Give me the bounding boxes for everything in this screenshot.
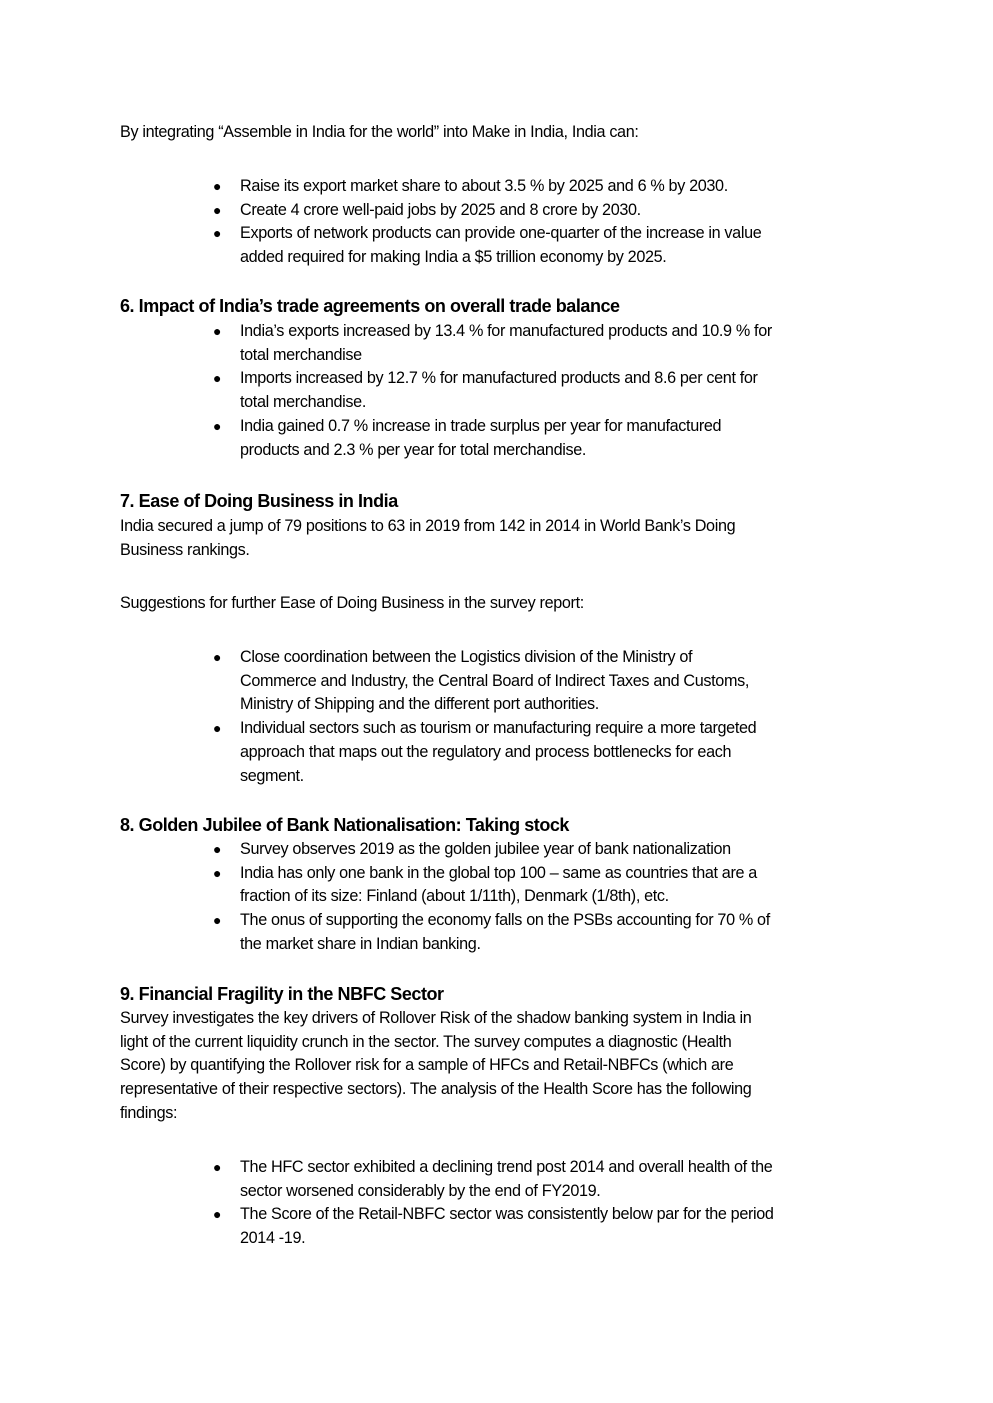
list-item (0, 199, 880, 223)
list-item-text: Survey observes 2019 as the golden jubilee year of bank nationalization (240, 840, 731, 858)
list-item-text: added required for making India a $5 trillion economy by 2025. (240, 248, 667, 267)
list-item-text: Raise its export market share to about 3.5 % by 2025 and 6 % by 2030. (240, 177, 728, 195)
section-9-bullet-list (0, 1156, 880, 1251)
list-item-text: Close coordination between the Logistics division of the Ministry of (240, 648, 693, 666)
list-item (0, 320, 880, 367)
list-item-text: total merchandise. (240, 393, 366, 412)
section-7-heading: 7. Ease of Doing Business in India (120, 491, 398, 511)
bullet-icon: ● (212, 323, 222, 339)
bullet-icon: ● (212, 417, 222, 434)
list-item (0, 367, 880, 414)
paragraph-line: India secured a jump of 79 positions to 63 in 2019 from 142 in 2014 in World Bank’s Doing (120, 517, 736, 535)
paragraph-line: light of the current liquidity crunch in the sector. The survey computes a diagnostic (Health (120, 1032, 732, 1051)
intro-bullet-list (0, 175, 880, 270)
intro-paragraph (120, 121, 880, 145)
section-9-heading: 9. Financial Fragility in the NBFC Sector (120, 984, 444, 1004)
list-item-text: Ministry of Shipping and the different port authorities. (240, 695, 599, 714)
list-item (0, 909, 880, 956)
list-item-text: Exports of network products can provide one-quarter of the increase in value (240, 224, 762, 243)
suggestions-intro: Suggestions for further Ease of Doing Business in the survey report: (120, 594, 584, 612)
bullet-icon: ● (212, 370, 222, 387)
list-item-text: products and 2.3 % per year for total merchandise. (240, 440, 587, 459)
list-item (0, 1203, 880, 1250)
list-item-text: The Score of the Retail-NBFC sector was consistently below par for the period (240, 1205, 774, 1224)
list-item-text: Create 4 crore well-paid jobs by 2025 and 8 crore by 2030. (240, 200, 641, 219)
bullet-icon: ● (212, 912, 222, 929)
section-6-bullet-list (0, 320, 880, 462)
list-item-text: India gained 0.7 % increase in trade surplus per year for manufactured (240, 416, 722, 435)
list-item (0, 838, 880, 862)
bullet-icon: ● (212, 1159, 222, 1175)
bullet-icon: ● (212, 841, 222, 857)
list-item-text: total merchandise (240, 345, 362, 364)
list-item (0, 862, 880, 909)
list-item-text: India has only one bank in the global top 100 – same as countries that are a (240, 863, 757, 882)
bullet-icon: ● (212, 178, 222, 194)
list-item (0, 175, 880, 199)
paragraph-line: Survey investigates the key drivers of Rollover Risk of the shadow banking system in India in (120, 1009, 752, 1027)
list-item-text: the market share in Indian banking. (240, 934, 481, 953)
bullet-icon: ● (212, 1206, 222, 1223)
list-item-text: Imports increased by 12.7 % for manufactured products and 8.6 per cent for (240, 369, 758, 388)
list-item-text: sector worsened considerably by the end of FY2019. (240, 1181, 601, 1200)
list-item (0, 222, 880, 269)
list-item-text: Commerce and Industry, the Central Board of Indirect Taxes and Customs, (240, 671, 749, 690)
section-8-bullet-list (0, 838, 880, 957)
list-item-text: Individual sectors such as tourism or manufacturing require a more targeted (240, 719, 757, 738)
bullet-icon: ● (212, 649, 222, 665)
list-item-text: 2014 -19. (240, 1229, 306, 1248)
section-7-bullet-list (0, 646, 880, 788)
section-6-heading: 6. Impact of India’s trade agreements on overall trade balance (120, 296, 620, 316)
bullet-icon: ● (212, 864, 222, 881)
paragraph-line: Score) by quantifying the Rollover risk for a sample of HFCs and Retail-NBFCs (which are (120, 1056, 734, 1075)
section-7-paragraph (120, 515, 880, 562)
list-item (0, 415, 880, 462)
bullet-icon: ● (212, 720, 222, 737)
section-8-heading: 8. Golden Jubilee of Bank Nationalisation: Taking stock (120, 815, 569, 835)
list-item (0, 646, 880, 717)
paragraph-line: findings: (120, 1103, 178, 1122)
bullet-icon: ● (212, 201, 222, 218)
paragraph-line: Business rankings. (120, 540, 250, 559)
list-item-text: segment. (240, 766, 304, 785)
bullet-icon: ● (212, 225, 222, 242)
list-item-text: approach that maps out the regulatory and process bottlenecks for each (240, 742, 732, 761)
paragraph-line: representative of their respective sectors). The analysis of the Health Score has the following (120, 1080, 752, 1099)
list-item-text: India’s exports increased by 13.4 % for manufactured products and 10.9 % for (240, 322, 772, 340)
list-item-text: fraction of its size: Finland (about 1/11th), Denmark (1/8th), etc. (240, 887, 669, 906)
list-item-text: The onus of supporting the economy falls on the PSBs accounting for 70 % of (240, 911, 770, 930)
intro-text: By integrating “Assemble in India for the world” into Make in India, India can: (120, 123, 639, 141)
list-item (0, 717, 880, 788)
section-9-paragraph (120, 1007, 880, 1126)
list-item-text: The HFC sector exhibited a declining trend post 2014 and overall health of the (240, 1158, 773, 1176)
list-item (0, 1156, 880, 1203)
